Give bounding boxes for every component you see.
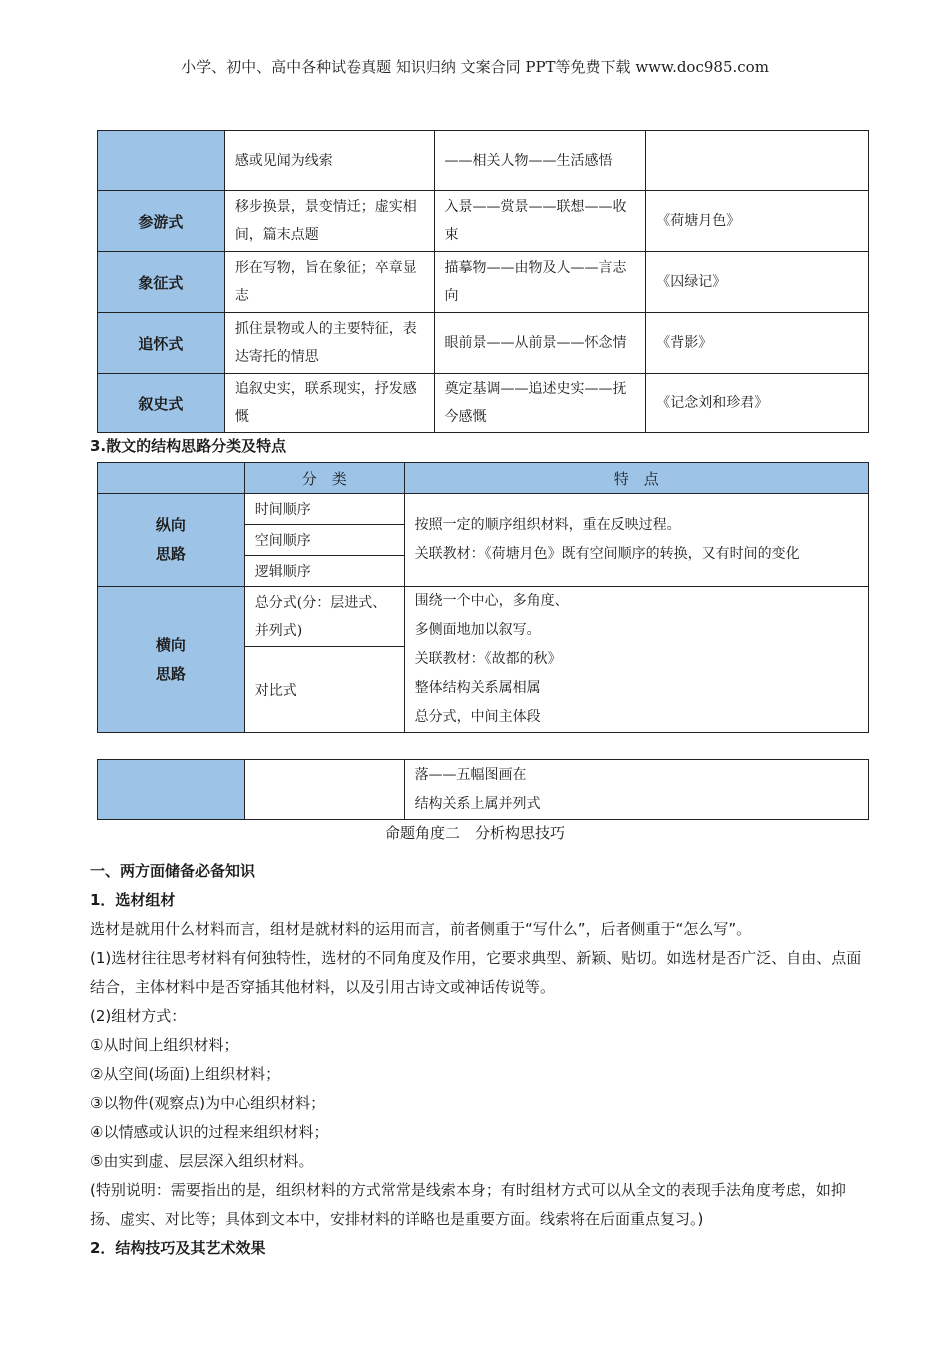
paragraph: (特别说明：需要指出的是，组织材料的方式常常是线索本身；有时组材方式可以从全文的表现手法角度考虑，如抑扬、虚实、对比等；具体到文本中，安排材料的详略也是重要方面。线索将在后面重点复习。) (90, 1181, 846, 1228)
table-row (98, 494, 869, 525)
sub-class: 逻辑顺序 (244, 556, 404, 587)
type-example: 《记念刘和珍君》 (646, 374, 869, 433)
type-pattern: 奠定基调——追述史实——抚今感慨 (434, 374, 646, 433)
list-item: ①从时间上组织材料； (90, 1036, 239, 1054)
list-item: ②从空间(场面)上组织材料； (90, 1065, 281, 1083)
paragraph: (2)组材方式： (90, 1007, 187, 1025)
paragraph: 选材是就用什么材料而言，组材是就材料的运用而言，前者侧重于“写什么”，后者侧重于“怎么写”。 (90, 920, 752, 938)
type-name: 追怀式 (98, 313, 225, 374)
empty-cell (98, 760, 245, 820)
type-example: 《背影》 (646, 313, 869, 374)
type-example: 《囚绿记》 (646, 252, 869, 313)
group-horizontal: 横向 思路 (98, 587, 245, 733)
continuation-text: 落——五幅图画在 结构关系上属并列式 (404, 760, 868, 820)
type-feature: 感或见闻为线索 (224, 131, 434, 191)
table-row (98, 313, 869, 374)
heading-1: 一、两方面储备必备知识 (90, 862, 256, 880)
type-name: 叙史式 (98, 374, 225, 433)
list-item: ③以物件(观察点)为中心组织材料； (90, 1094, 326, 1112)
group-vertical-feature: 按照一定的顺序组织材料，重在反映过程。 关联教材：《荷塘月色》既有空间顺序的转换，又有时间的变化 (404, 494, 868, 587)
subtitle: 命题角度二 分析构思技巧 (384, 824, 565, 842)
type-pattern: 眼前景——从前景——怀念情 (434, 313, 646, 374)
content-body (90, 857, 870, 1263)
table-row (98, 760, 869, 820)
continuation-table (97, 759, 869, 820)
type-name: 象征式 (98, 252, 225, 313)
type-feature: 形在写物，旨在象征；卒章显志 (224, 252, 434, 313)
structure-thinking-table (97, 462, 869, 733)
sub-class: 时间顺序 (244, 494, 404, 525)
type-feature: 移步换景，景变情迁；虚实相间，篇末点题 (224, 191, 434, 252)
page-header: 小学、初中、高中各种试卷真题 知识归纳 文案合同 PPT等免费下载 www.doc985.com (181, 58, 769, 76)
type-feature: 抓住景物或人的主要特征，表达寄托的情思 (224, 313, 434, 374)
col-feature-header: 特 点 (404, 463, 868, 494)
heading-2: 1．选材组材 (90, 891, 176, 909)
table-row (98, 374, 869, 433)
sub-class: 对比式 (244, 647, 404, 733)
table-row (98, 587, 869, 647)
sub-class: 空间顺序 (244, 525, 404, 556)
col-class-header: 分 类 (244, 463, 404, 494)
type-name (98, 131, 225, 191)
section-title: 3.散文的结构思路分类及特点 (90, 437, 287, 455)
heading-3: 2．结构技巧及其艺术效果 (90, 1239, 266, 1257)
table-row (98, 191, 869, 252)
type-example: 《荷塘月色》 (646, 191, 869, 252)
table-row (98, 131, 869, 191)
corner-cell (98, 463, 245, 494)
table-header-row (98, 463, 869, 494)
table-row (98, 252, 869, 313)
group-horizontal-feature: 围绕一个中心，多角度、 多侧面地加以叙写。 关联教材：《故都的秋》 整体结构关系属相属 总分式，中间主体段 (404, 587, 868, 733)
group-vertical: 纵向 思路 (98, 494, 245, 587)
paragraph: (1)选材往往思考材料有何独特性，选材的不同角度及作用，它要求典型、新颖、贴切。如选材是否广泛、自由、点面结合，主体材料中是否穿插其他材料，以及引用古诗文或神话传说等。 (90, 949, 862, 996)
sub-class: 总分式(分：层进式、并列式) (244, 587, 404, 647)
type-pattern: 描摹物——由物及人——言志向 (434, 252, 646, 313)
type-pattern: 入景——赏景——联想——收束 (434, 191, 646, 252)
structure-type-table (97, 130, 869, 433)
list-item: ④以情感或认识的过程来组织材料； (90, 1123, 329, 1141)
type-example (646, 131, 869, 191)
empty-cell (244, 760, 404, 820)
list-item: ⑤由实到虚、层层深入组织材料。 (90, 1152, 314, 1170)
type-feature: 追叙史实，联系现实，抒发感慨 (224, 374, 434, 433)
type-pattern: ——相关人物——生活感悟 (434, 131, 646, 191)
type-name: 参游式 (98, 191, 225, 252)
